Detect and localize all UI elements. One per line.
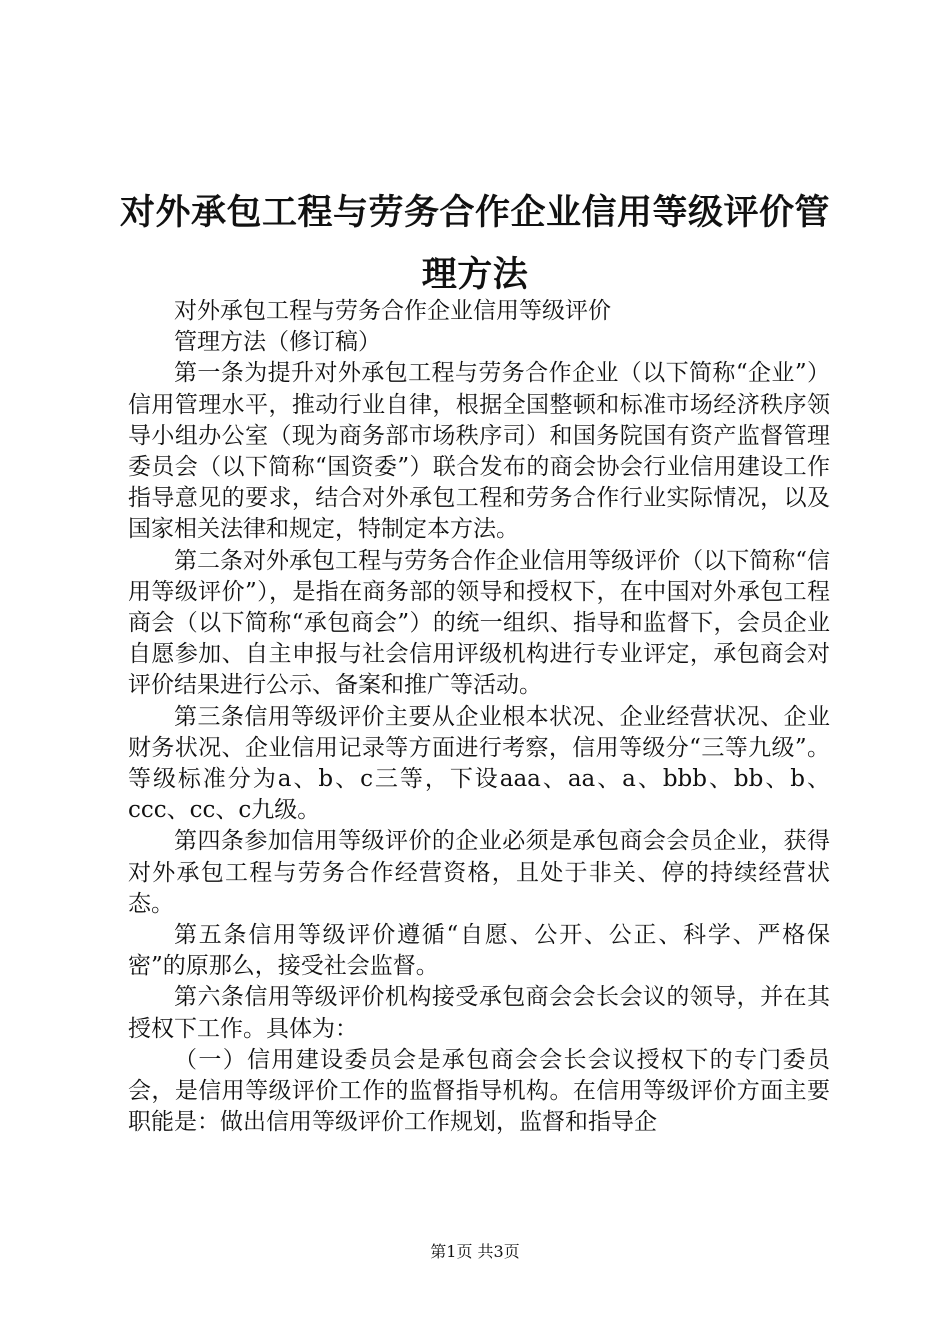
paragraph: 第二条对外承包工程与劳务合作企业信用等级评价（以下简称“信用等级评价”），是指在商务部的领导和授权下，在中国对外承包工程商会（以下简称“承包商会”）的统一组织、指导和监督下，会员企业自愿参加、自主申报与社会信用评级机构进行专业评定，承包商会对评价结果进行公示、备案和推广等活动。 bbox=[128, 547, 830, 699]
page-number-footer: 第1页 共3页 bbox=[430, 1242, 520, 1261]
paragraph: 第四条参加信用等级评价的企业必须是承包商会会员企业，获得对外承包工程与劳务合作经营资格，且处于非关、停的持续经营状态。 bbox=[128, 828, 830, 917]
paragraph: 对外承包工程与劳务合作企业信用等级评价 bbox=[174, 298, 611, 324]
document-body bbox=[128, 296, 830, 1138]
paragraph: 管理方法（修订稿） bbox=[174, 329, 381, 356]
paragraph: 第五条信用等级评价遵循“自愿、公开、公正、科学、严格保密”的原那么，接受社会监督。 bbox=[128, 922, 830, 980]
paragraph: （一）信用建设委员会是承包商会会长会议授权下的专门委员会，是信用等级评价工作的监督指导机构。在信用等级评价方面主要职能是：做出信用等级评价工作规划，监督和指导企 bbox=[128, 1046, 830, 1136]
paragraph: 第一条为提升对外承包工程与劳务合作企业（以下简称“企业”）信用管理水平，推动行业自律，根据全国整顿和标准市场经济秩序领导小组办公室（现为商务部市场秩序司）和国务院国有资产监督管理委员会（以下简称“国资委”）联合发布的商会协会行业信用建设工作指导意见的要求，结合对外承包工程和劳务合作行业实际情况，以及国家相关法律和规定，特制定本方法。 bbox=[128, 360, 830, 543]
paragraph: 第三条信用等级评价主要从企业根本状况、企业经营状况、企业财务状况、企业信用记录等方面进行考察，信用等级分“三等九级”。等级标准分为a、b、c三等，下设aaa、aa、a、bbb、bb、b、ccc、cc、c九级。 bbox=[128, 703, 830, 824]
document-title: 对外承包工程与劳务合作企业信用等级评价管理方法 bbox=[119, 193, 830, 295]
paragraph: 第六条信用等级评价机构接受承包商会会长会议的领导，并在其授权下工作。具体为： bbox=[128, 984, 830, 1042]
